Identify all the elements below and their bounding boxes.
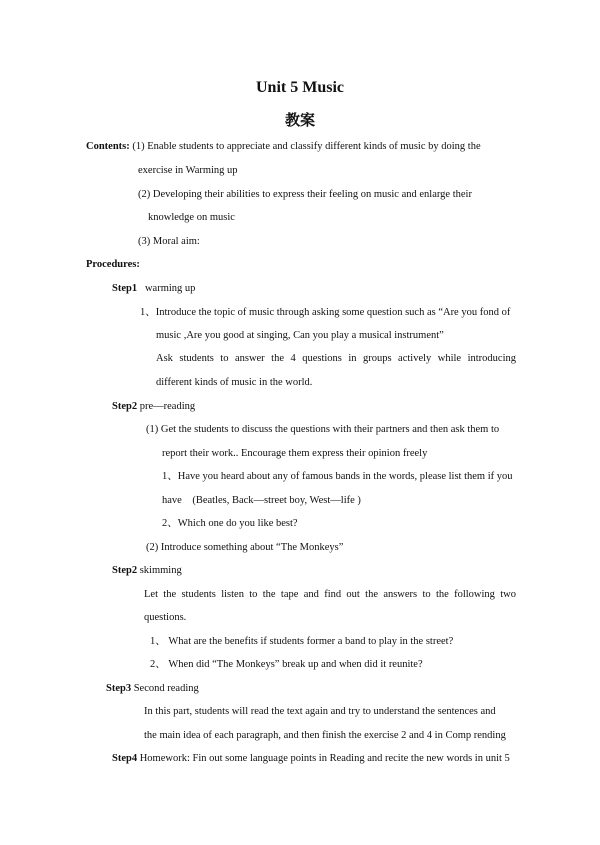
step3-p1-line-2: the main idea of each paragraph, and then finish the exercise 2 and 4 in Comp rending bbox=[144, 730, 506, 741]
contents-item-2-line-2: knowledge on music bbox=[148, 212, 235, 223]
step2a-title: pre—reading bbox=[139, 401, 196, 412]
step1-title: warming up bbox=[144, 283, 196, 294]
procedures-label: Procedures: bbox=[86, 259, 140, 270]
contents-item-1-text: (1) Enable students to appreciate and classify different kinds of music by doing the bbox=[132, 141, 481, 152]
step2a-q1-line-2: have (Beatles, Back—street boy, West—life ) bbox=[162, 495, 361, 506]
step1-label: Step1 bbox=[112, 283, 138, 294]
step2b-label: Step2 bbox=[112, 565, 138, 576]
contents-label: Contents: bbox=[86, 141, 130, 152]
step1-p2-line-1: Ask students to answer the 4 questions in groups actively while introducing bbox=[156, 353, 516, 364]
contents-item-1-line-2: exercise in Warming up bbox=[138, 165, 238, 176]
step2a-p2: (2) Introduce something about “The Monkeys” bbox=[146, 542, 344, 553]
contents-item-3: (3) Moral aim: bbox=[138, 236, 200, 247]
step2a-label: Step2 bbox=[112, 401, 138, 412]
contents-item-2-line-1: (2) Developing their abilities to express their feeling on music and enlarge their bbox=[138, 189, 472, 200]
step2b-title: skimming bbox=[139, 565, 182, 576]
step2b-p1-line-2: questions. bbox=[144, 612, 187, 623]
step2b-q2: 2、 When did “The Monkeys” break up and when did it reunite? bbox=[150, 659, 423, 670]
step2a-q1-line-1: 1、Have you heard about any of famous bands in the words, please list them if you bbox=[162, 471, 513, 482]
step3-label: Step3 bbox=[106, 683, 132, 694]
step2b-q1: 1、 What are the benefits if students former a band to play in the street? bbox=[150, 636, 454, 647]
step2a-heading bbox=[112, 400, 195, 414]
step4-heading bbox=[112, 752, 510, 766]
step3-title: Second reading bbox=[133, 683, 199, 694]
step1-heading bbox=[112, 282, 195, 296]
step2b-p1-line-1: Let the students listen to the tape and find out the answers to the following two bbox=[144, 589, 516, 600]
step3-p1-line-1: In this part, students will read the text again and try to understand the sentences and bbox=[144, 706, 496, 717]
step2b-heading bbox=[112, 564, 182, 578]
step1-p1-line-1: 1、Introduce the topic of music through asking some question such as “Are you fond of bbox=[140, 307, 511, 318]
step4-label: Step4 bbox=[112, 753, 138, 764]
step1-p1-line-2: music ,Are you good at singing, Can you play a musical instrument” bbox=[156, 330, 444, 341]
page-subtitle: 教案 bbox=[284, 111, 315, 129]
page-title: Unit 5 Music bbox=[256, 79, 344, 96]
step2a-q2: 2、Which one do you like best? bbox=[162, 518, 298, 529]
step2a-p1-line-2: report their work.. Encourage them express their opinion freely bbox=[162, 448, 428, 459]
contents-item-1-line-1 bbox=[86, 140, 516, 154]
step2a-p1-line-1: (1) Get the students to discuss the questions with their partners and then ask them to bbox=[146, 424, 500, 435]
step1-p2-line-2: different kinds of music in the world. bbox=[156, 377, 313, 388]
step3-heading bbox=[106, 682, 199, 696]
step4-text: Homework: Fin out some language points in Reading and recite the new words in unit 5 bbox=[139, 753, 510, 764]
